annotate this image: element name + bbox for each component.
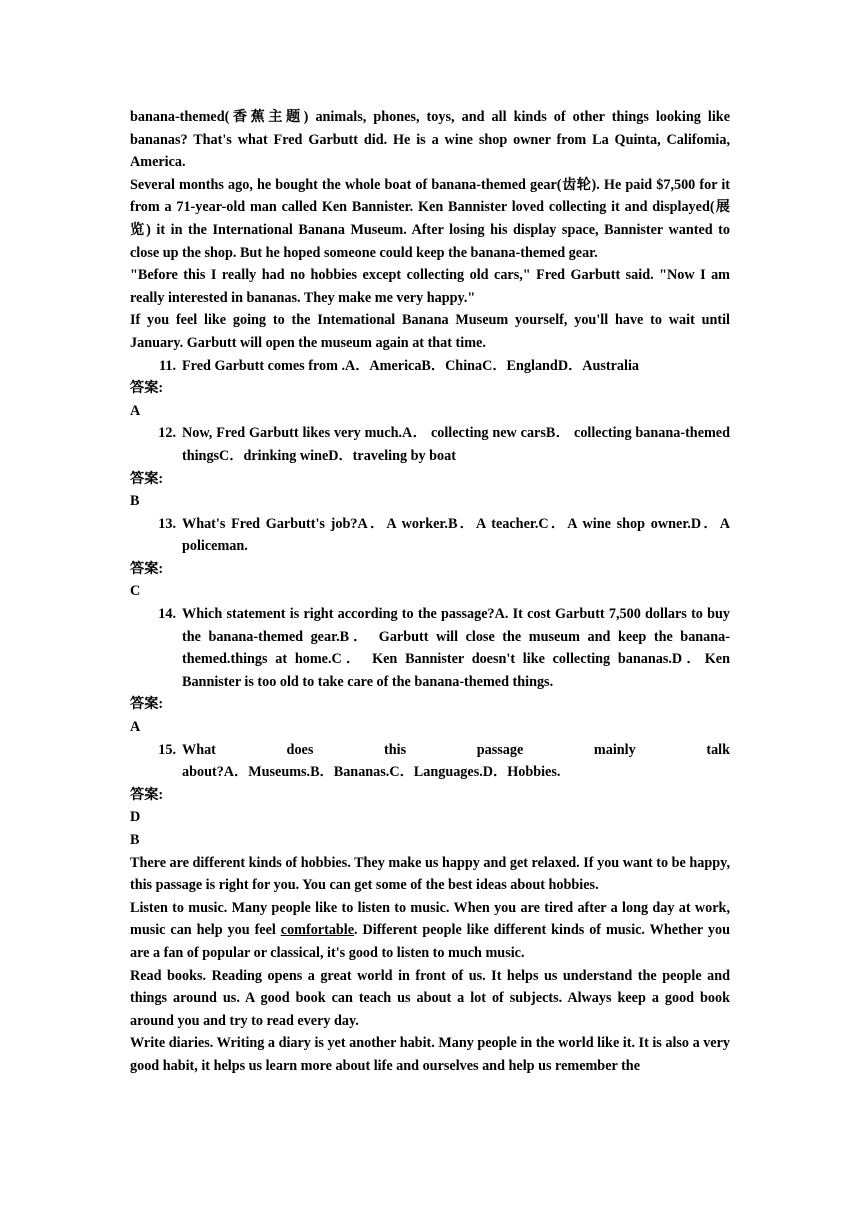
underlined-word: comfortable — [280, 922, 355, 939]
question-text-line-2: about?A．Museums.B．Bananas.C．Languages.D．Hobbies. — [182, 764, 561, 781]
passage2-diaries: Write diaries. Writing a diary is yet another habit. Many people in the world like it. It is also a very good habit, it helps us learn more about life and ourselves and help us remember the — [130, 1035, 730, 1074]
question-12 — [130, 422, 730, 467]
answer-value: A — [130, 402, 141, 419]
answer-label: 答案: — [130, 696, 164, 713]
music-text-after: . Different people like different kinds of music. Whether you are a fan of popular or classical, it's good to listen to much music. — [130, 922, 730, 961]
question-text-line-1: What does this passage mainly talk — [182, 741, 730, 758]
document-page — [130, 106, 730, 1078]
answer-value: D — [130, 809, 141, 826]
passage1-paragraph-3: "Before this I really had no hobbies except collecting old cars," Fred Garbutt said. "Now I am really interested in bananas. They make me very happy." — [130, 267, 730, 306]
music-text-before: Listen to music. Many people like to listen to music. When you are tired after a long day at work, music can help you feel — [130, 899, 730, 939]
answer-label: 答案: — [130, 470, 164, 487]
question-number: 14. — [158, 606, 176, 623]
answer-value: B — [130, 493, 140, 510]
question-11 — [130, 355, 730, 378]
question-text: Fred Garbutt comes from .A．AmericaB．ChinaC．EnglandD．Australia — [182, 357, 640, 374]
question-13 — [130, 513, 730, 558]
answer-value: A — [130, 719, 141, 736]
question-number: 12. — [158, 425, 176, 442]
passage2-music — [130, 897, 730, 965]
passage2-books: Read books. Reading opens a great world in front of us. It helps us understand the people and things around us. A good book can teach us about a lot of subjects. Always keep a good book around you and try to read every day. — [130, 967, 730, 1029]
question-text: Now, Fred Garbutt likes very much.A． collecting new carsB． collecting banana-themed thingsC．drinking wineD．traveling by boat — [182, 425, 730, 464]
section-letter: B — [130, 832, 140, 848]
question-text: What's Fred Garbutt's job?A．A worker.B．A teacher.C．A wine shop owner.D．A policeman. — [182, 515, 730, 555]
passage1-paragraph-2: Several months ago, he bought the whole boat of banana-themed gear(齿轮). He paid $7,500 for it from a 71-year-old man called Ken Bannister. Ken Bannister loved collecting it and displayed(展览) it in the International Banana Museum. After losing his display space, Bannister wanted to close up the shop. But he hoped someone could keep the banana-themed gear. — [130, 176, 730, 261]
passage2-intro: There are different kinds of hobbies. They make us happy and get relaxed. If you want to be happy, this passage is right for you. You can get some of the best ideas about hobbies. — [130, 854, 730, 894]
question-15 — [130, 739, 730, 784]
passage1-paragraph-4: If you feel like going to the Intemational Banana Museum yourself, you'll have to wait until January. Garbutt will open the museum again at that time. — [130, 312, 730, 351]
answer-label: 答案: — [130, 380, 164, 397]
question-14 — [130, 603, 730, 693]
question-text: Which statement is right according to the passage?A. It cost Garbutt 7,500 dollars to buy the banana-themed gear.B． Garbutt will close the museum and keep the banana-themed.things at home.C． Ken Bannister doesn't like collecting bananas.D．Ken Bannister is too old to take care of the banana-themed things. — [182, 606, 730, 690]
answer-label: 答案: — [130, 560, 164, 577]
passage1-paragraph-1: banana-themed(香蕉主题) animals, phones, toys, and all kinds of other things looking like bananas? That's what Fred Garbutt did. He is a wine shop owner from La Quinta, Califomia, America. — [130, 109, 730, 171]
question-number: 11. — [159, 357, 176, 374]
question-number: 13. — [158, 515, 176, 532]
question-number: 15. — [158, 741, 176, 758]
answer-label: 答案: — [130, 786, 164, 803]
answer-value: C — [130, 583, 141, 600]
